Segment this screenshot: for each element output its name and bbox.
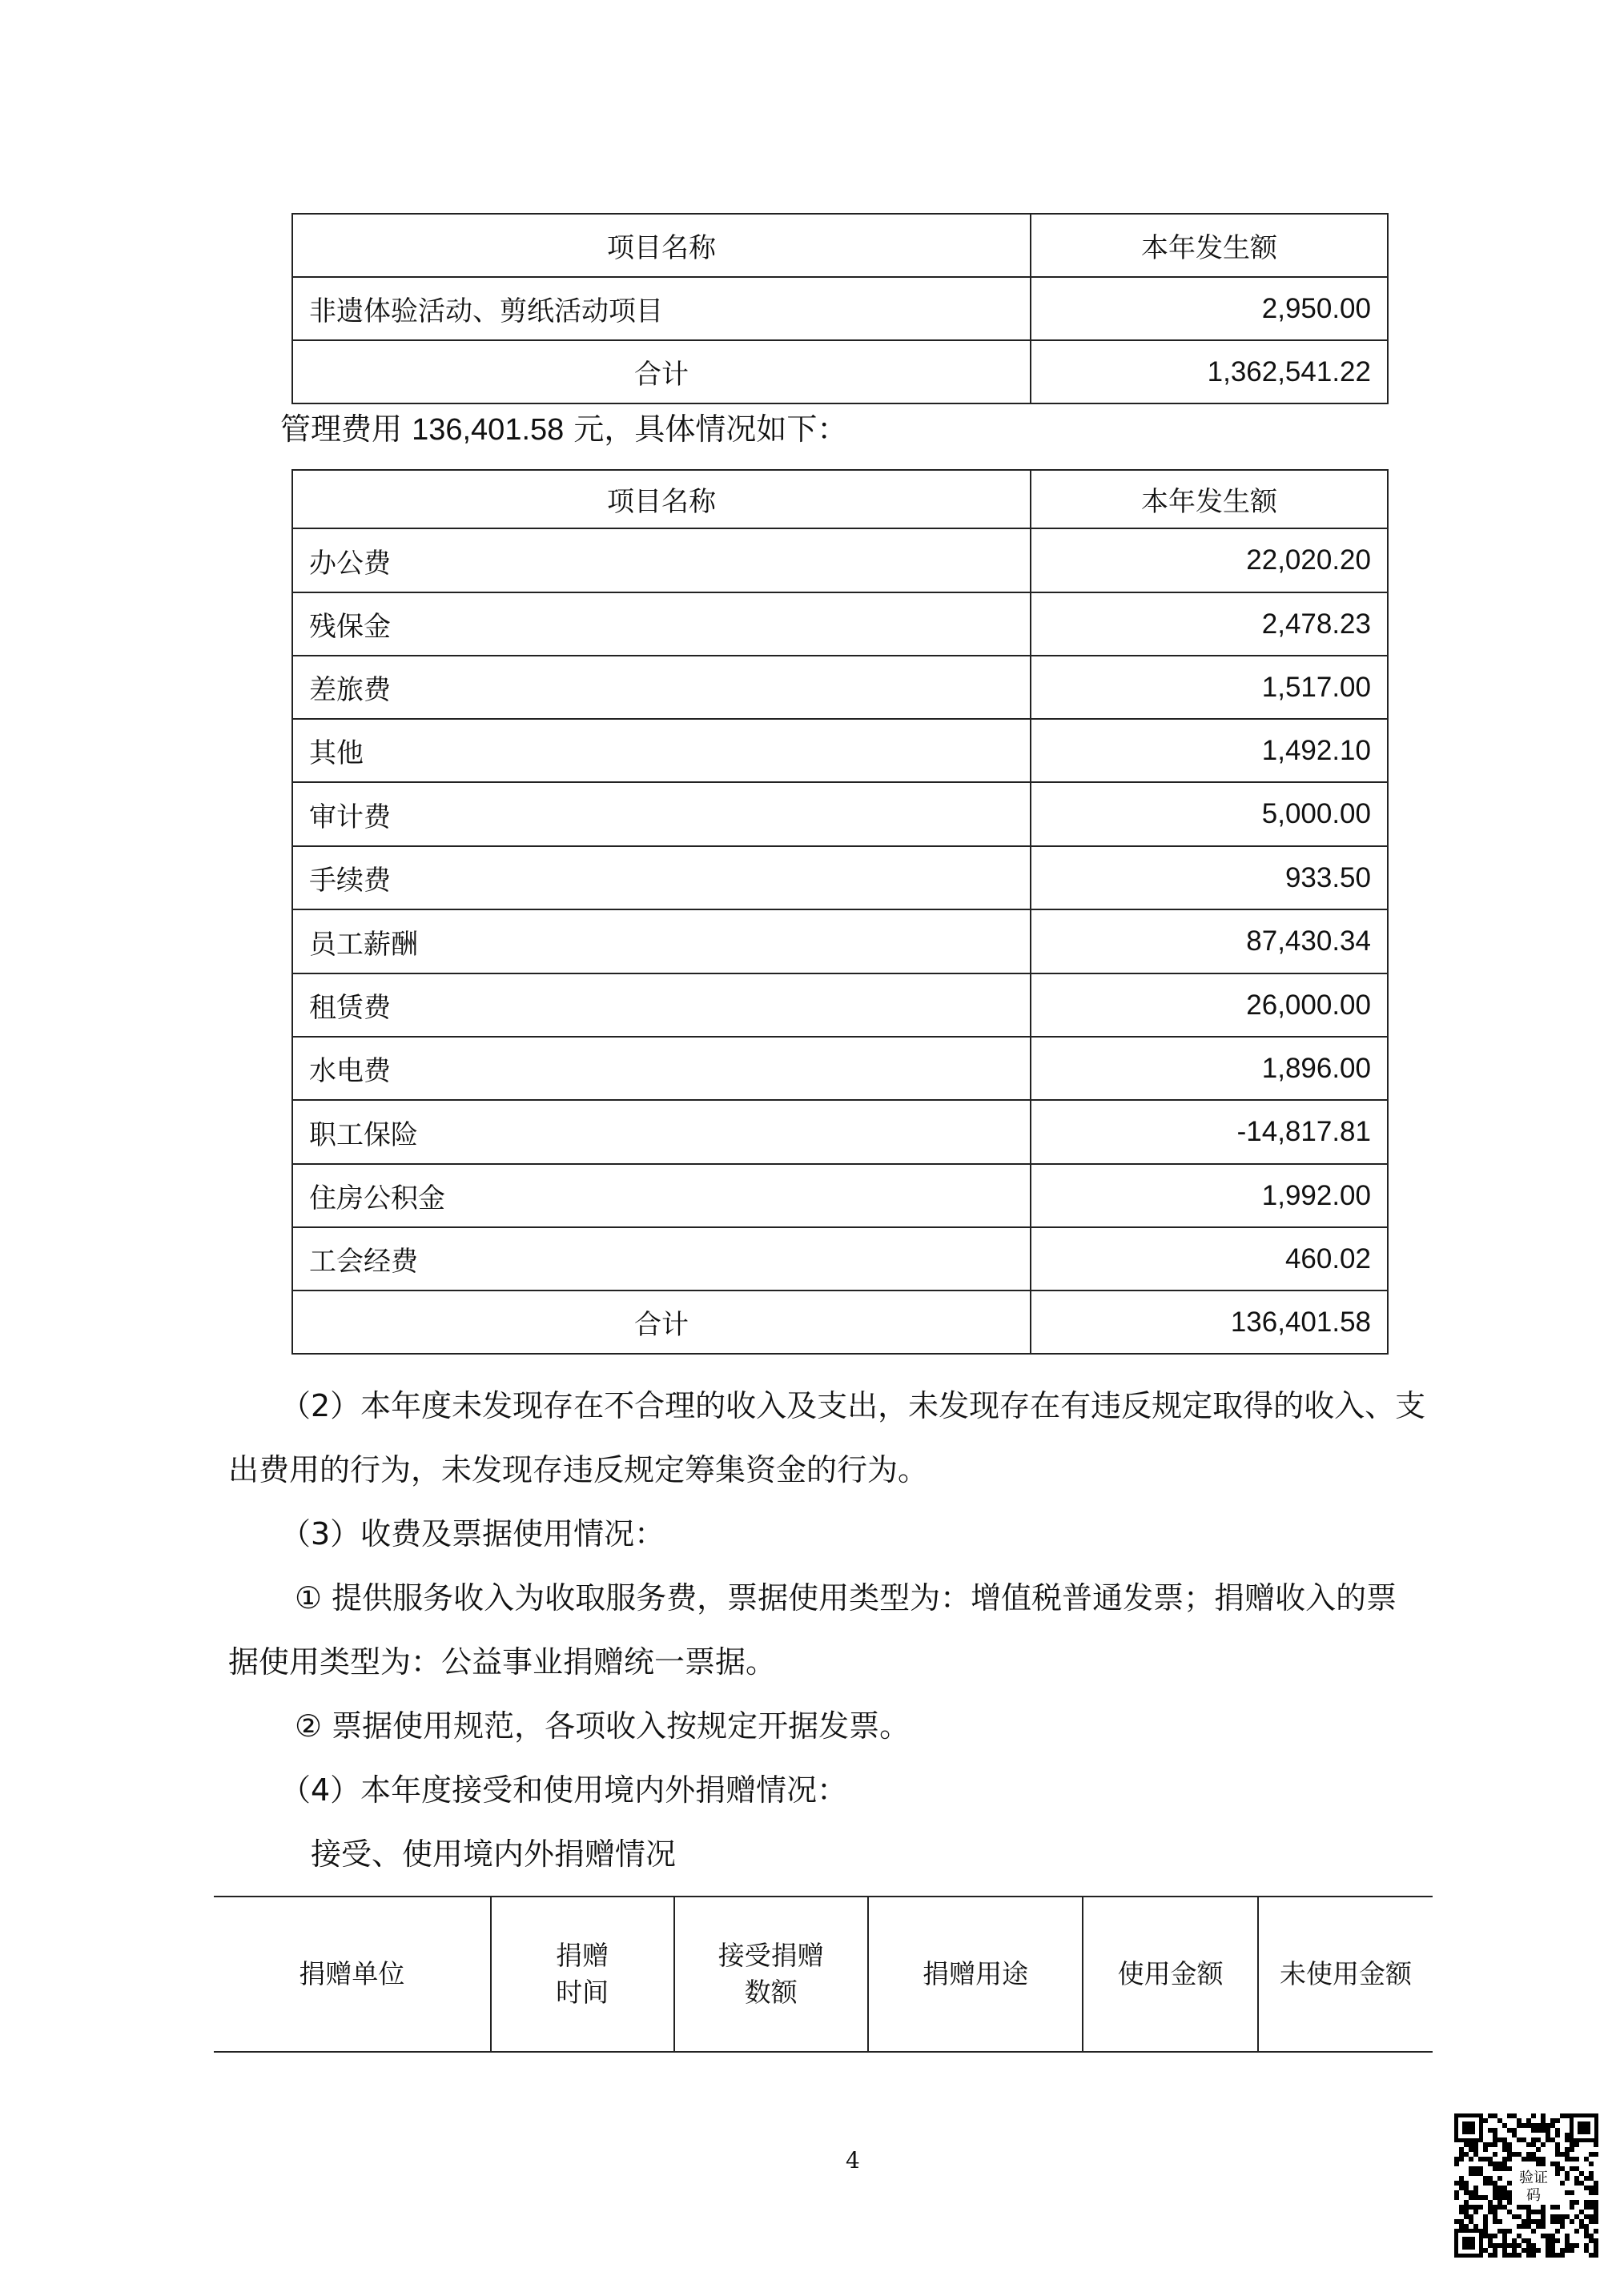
table-row	[292, 719, 1388, 782]
header-line-1: 捐赠单位	[299, 1958, 405, 1989]
total-label: 合计	[292, 340, 1031, 403]
page-number: 4	[846, 2147, 860, 2174]
row-amount: 2,950.00	[1031, 277, 1388, 340]
row-name: 差旅费	[292, 656, 1031, 719]
management-expense-table	[291, 469, 1389, 1355]
table-row	[292, 1100, 1388, 1164]
paragraph-2-line-2: 出费用的行为，未发现存违反规定筹集资金的行为。	[228, 1452, 929, 1487]
total-amount: 136,401.58	[1031, 1290, 1388, 1354]
row-amount: 22,020.20	[1031, 528, 1388, 592]
row-name: 手续费	[292, 846, 1031, 909]
header-line-1: 使用金额	[1117, 1958, 1224, 1989]
svg-text:码: 码	[1526, 2187, 1541, 2204]
header-line-2: 数额	[744, 1977, 798, 2008]
donation-header-cell	[1258, 1897, 1433, 2052]
donation-header-cell	[491, 1897, 674, 2052]
header-line-1: 未使用金额	[1280, 1958, 1413, 1989]
header-line-1: 接受捐赠	[718, 1940, 824, 1971]
total-label: 合计	[292, 1290, 1031, 1354]
donation-header-cell	[1083, 1897, 1258, 2052]
qr-code-icon	[1454, 2113, 1598, 2258]
paragraph-2-line-1: （2）本年度未发现存在不合理的收入及支出，未发现存在有违反规定取得的收入、支	[280, 1388, 1426, 1423]
table-row	[292, 782, 1388, 846]
row-amount: 2,478.23	[1031, 592, 1388, 656]
donation-table	[214, 1896, 1433, 2053]
total-amount: 1,362,541.22	[1031, 340, 1388, 403]
row-name: 其他	[292, 719, 1031, 782]
table-row	[292, 528, 1388, 592]
row-amount: 87,430.34	[1031, 909, 1388, 973]
table-row	[292, 592, 1388, 656]
table-row	[292, 1164, 1388, 1227]
table-header-name: 项目名称	[292, 470, 1031, 528]
row-name: 工会经费	[292, 1227, 1031, 1290]
row-name: 残保金	[292, 592, 1031, 656]
row-amount: 460.02	[1031, 1227, 1388, 1290]
row-amount: 5,000.00	[1031, 782, 1388, 846]
row-name: 职工保险	[292, 1100, 1031, 1164]
row-amount: -14,817.81	[1031, 1100, 1388, 1164]
row-name: 审计费	[292, 782, 1031, 846]
row-name: 租赁费	[292, 973, 1031, 1037]
row-name: 非遗体验活动、剪纸活动项目	[292, 277, 1031, 340]
row-amount: 1,896.00	[1031, 1037, 1388, 1100]
paragraph-3-1-line-1: ① 提供服务收入为收取服务费，票据使用类型为：增值税普通发票；捐赠收入的票	[295, 1580, 1397, 1616]
header-line-2: 时间	[556, 1977, 609, 2008]
table-header-amount: 本年发生额	[1031, 470, 1388, 528]
table-total-row	[292, 340, 1388, 403]
table-row	[292, 909, 1388, 973]
table-row	[292, 973, 1388, 1037]
table-row	[292, 1227, 1388, 1290]
row-amount: 1,517.00	[1031, 656, 1388, 719]
row-amount: 1,492.10	[1031, 719, 1388, 782]
table-row	[292, 277, 1388, 340]
table-row	[292, 1037, 1388, 1100]
table-row	[292, 656, 1388, 719]
header-line-1: 捐赠用途	[923, 1958, 1029, 1989]
row-name: 水电费	[292, 1037, 1031, 1100]
paragraph-4-heading: （4）本年度接受和使用境内外捐赠情况：	[280, 1772, 848, 1808]
donation-header-cell	[214, 1897, 491, 2052]
row-name: 办公费	[292, 528, 1031, 592]
table-header-amount: 本年发生额	[1031, 214, 1388, 277]
donation-header-cell	[868, 1897, 1083, 2052]
row-name: 员工薪酬	[292, 909, 1031, 973]
donation-header-cell	[674, 1897, 869, 2052]
paragraph-3-1-line-2: 据使用类型为：公益事业捐赠统一票据。	[228, 1644, 777, 1680]
business-activity-cost-table	[291, 213, 1389, 404]
qr-label: 验证	[1519, 2170, 1548, 2186]
paragraph-3-heading: （3）收费及票据使用情况：	[280, 1516, 665, 1551]
paragraph-3-2: ② 票据使用规范，各项收入按规定开据发票。	[295, 1708, 910, 1744]
donation-table-title: 接受、使用境内外捐赠情况	[311, 1836, 677, 1872]
row-amount: 933.50	[1031, 846, 1388, 909]
table-header-name: 项目名称	[292, 214, 1031, 277]
row-amount: 26,000.00	[1031, 973, 1388, 1037]
header-line-1: 捐赠	[556, 1940, 609, 1971]
row-amount: 1,992.00	[1031, 1164, 1388, 1227]
table-total-row	[292, 1290, 1388, 1354]
row-name: 住房公积金	[292, 1164, 1031, 1227]
management-expense-intro: 管理费用 136,401.58 元，具体情况如下：	[280, 411, 848, 447]
table-row	[292, 846, 1388, 909]
